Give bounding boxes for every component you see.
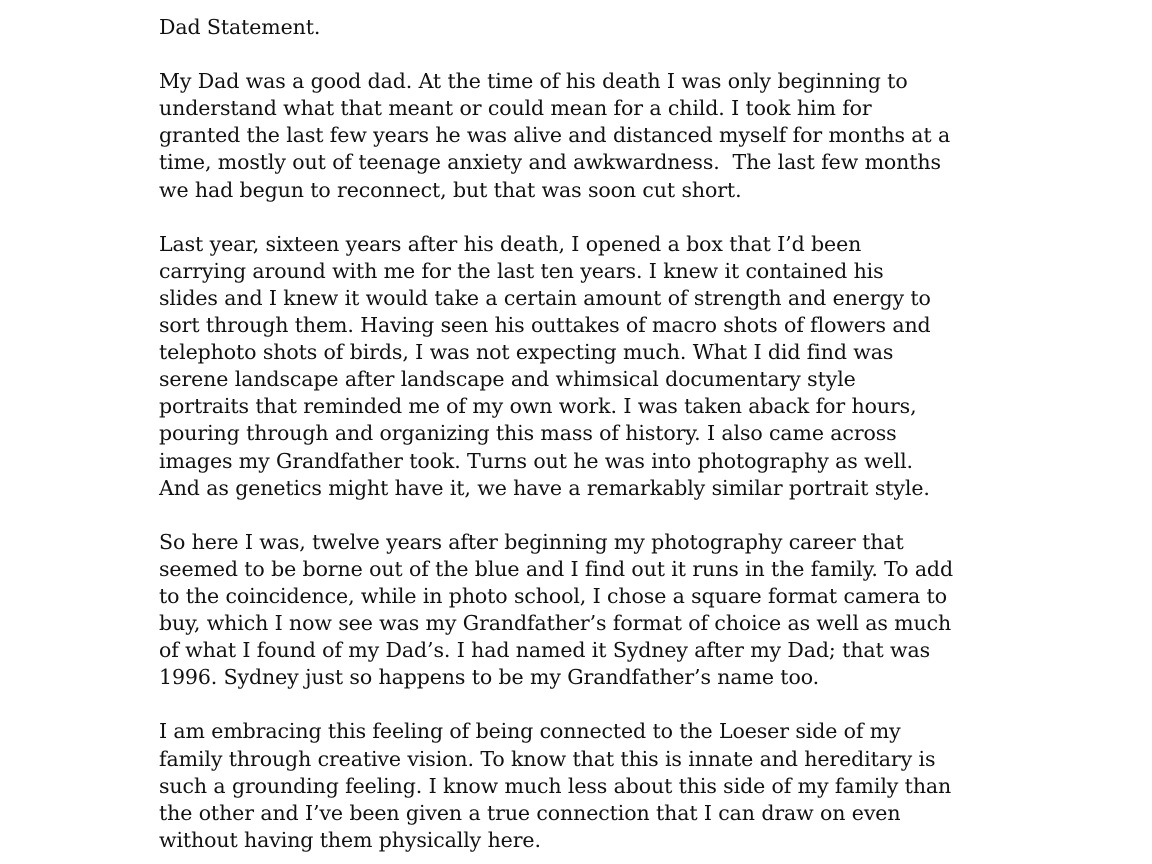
text-line: we had begun to reconnect, but that was soon cut short. bbox=[159, 177, 742, 202]
text-line: granted the last few years he was alive and distanced myself for months at a bbox=[159, 123, 951, 148]
document-page bbox=[159, 14, 1039, 854]
text-line: seemed to be borne out of the blue and I find out it runs in the family. To add bbox=[159, 556, 953, 581]
text-line: slides and I knew it would take a certain amount of strength and energy to bbox=[159, 285, 931, 310]
text-line: buy, which I now see was my Grandfather’s format of choice as well as much bbox=[159, 611, 952, 636]
text-line: images my Grandfather took. Turns out he was into photography as well. bbox=[159, 448, 913, 473]
document-title: Dad Statement. bbox=[159, 15, 321, 39]
paragraph-3 bbox=[159, 529, 1039, 692]
text-line: Last year, sixteen years after his death, I opened a box that I’d been bbox=[159, 231, 862, 256]
text-line: the other and I’ve been given a true connection that I can draw on even bbox=[159, 800, 901, 825]
text-line: of what I found of my Dad’s. I had named it Sydney after my Dad; that was bbox=[159, 638, 931, 663]
text-line: understand what that meant or could mean for a child. I took him for bbox=[159, 96, 872, 121]
text-line: So here I was, twelve years after beginning my photography career that bbox=[159, 529, 904, 554]
text-line: time, mostly out of teenage anxiety and awkwardness. The last few months bbox=[159, 150, 941, 175]
text-line: telephoto shots of birds, I was not expecting much. What I did find was bbox=[159, 340, 894, 365]
text-line: pouring through and organizing this mass of history. I also came across bbox=[159, 421, 897, 446]
text-line: without having them physically here. bbox=[159, 827, 541, 852]
text-line: carrying around with me for the last ten years. I knew it contained his bbox=[159, 258, 884, 283]
text-line: to the coincidence, while in photo school, I chose a square format camera to bbox=[159, 583, 947, 608]
paragraph-4 bbox=[159, 718, 1039, 853]
text-line: portraits that reminded me of my own work. I was taken aback for hours, bbox=[159, 394, 917, 419]
text-line: family through creative vision. To know that this is innate and hereditary is bbox=[159, 746, 936, 771]
paragraph-1 bbox=[159, 68, 1039, 203]
text-line: I am embracing this feeling of being connected to the Loeser side of my bbox=[159, 719, 901, 744]
text-line: sort through them. Having seen his outtakes of macro shots of flowers and bbox=[159, 313, 931, 338]
text-line: And as genetics might have it, we have a remarkably similar portrait style. bbox=[159, 475, 930, 500]
text-line: serene landscape after landscape and whimsical documentary style bbox=[159, 367, 856, 392]
text-line: 1996. Sydney just so happens to be my Grandfather’s name too. bbox=[159, 665, 819, 690]
text-line: My Dad was a good dad. At the time of his death I was only beginning to bbox=[159, 69, 908, 94]
text-line: such a grounding feeling. I know much less about this side of my family than bbox=[159, 773, 952, 798]
paragraph-2 bbox=[159, 231, 1039, 502]
